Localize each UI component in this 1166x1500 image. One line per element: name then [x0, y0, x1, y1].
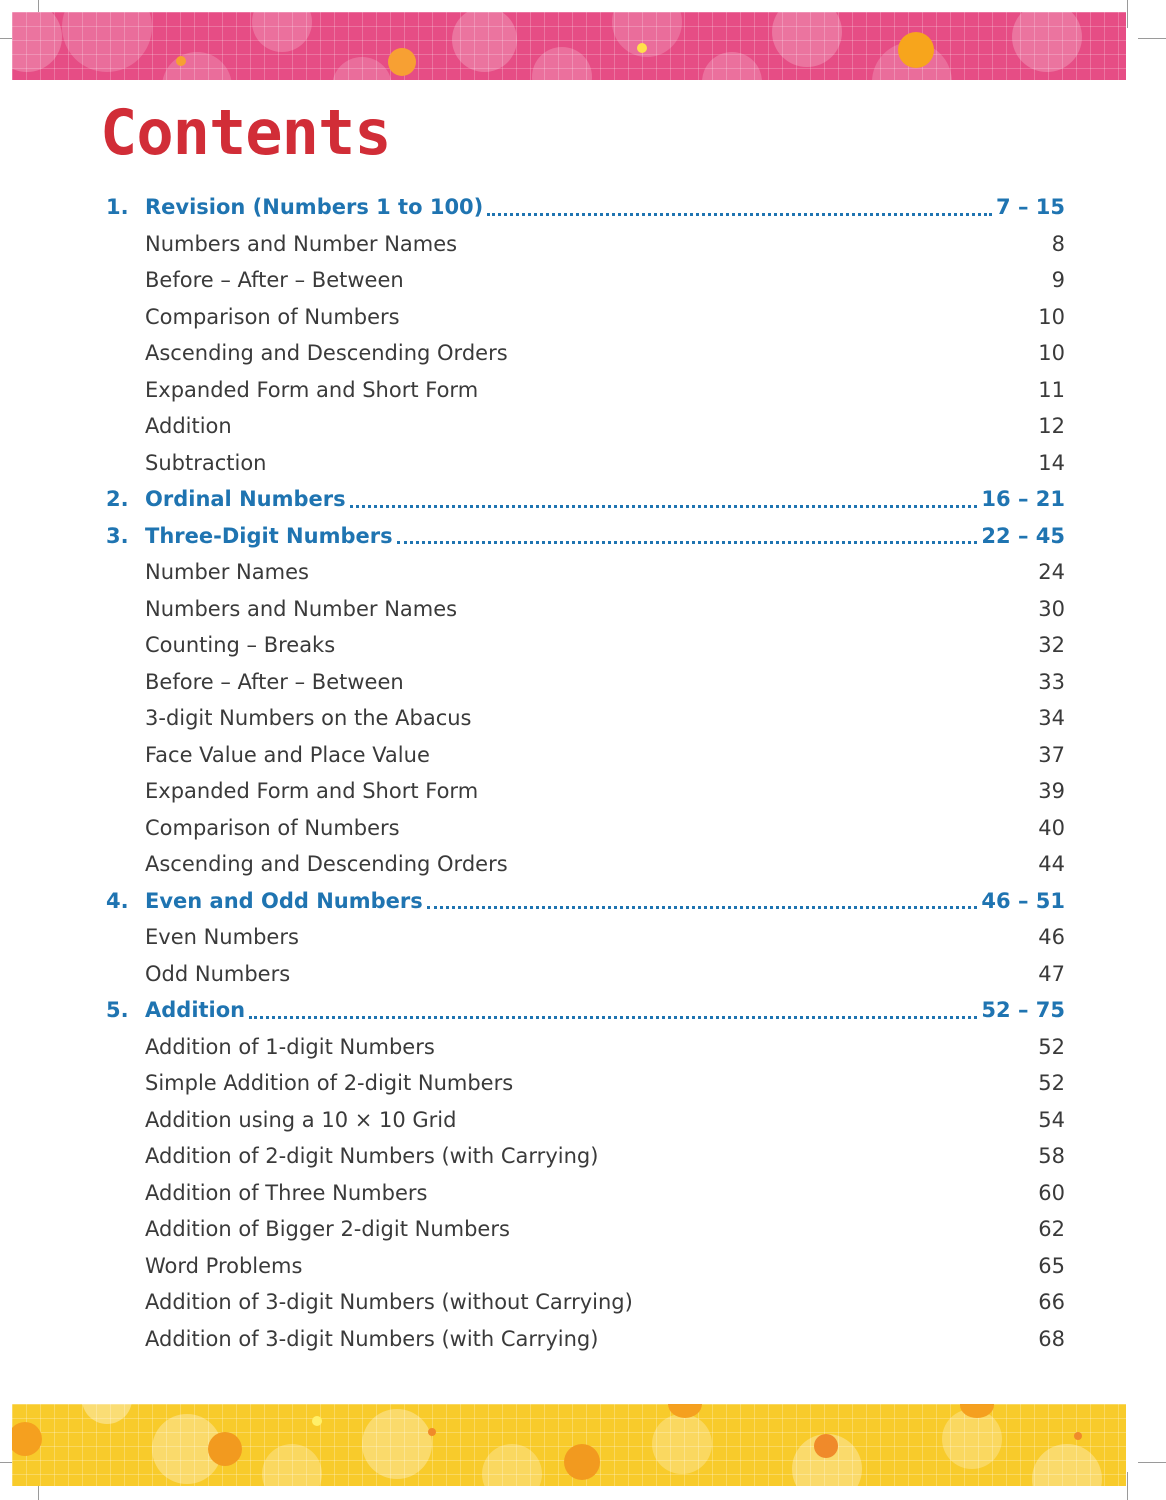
bottom-banner: [12, 1404, 1126, 1486]
toc-chapter-entry[interactable]: [0, 992, 1166, 1028]
topic-title: Simple Addition of 2-digit Numbers: [145, 1071, 514, 1095]
topic-page-number: 47: [1038, 961, 1065, 986]
toc-topic-entry[interactable]: [0, 737, 1166, 773]
toc-topic-entry[interactable]: [0, 1248, 1166, 1284]
bubble-decoration: [652, 1414, 712, 1474]
bubble-decoration: [1032, 1444, 1102, 1486]
topic-page-number: 54: [1038, 1107, 1065, 1132]
bubble-decoration: [612, 12, 682, 57]
top-banner: [12, 12, 1126, 80]
toc-topic-entry[interactable]: [0, 408, 1166, 444]
topic-title: Addition of 3-digit Numbers (without Carrying): [145, 1290, 633, 1314]
topic-title: Addition using a 10 × 10 Grid: [145, 1107, 457, 1132]
toc-topic-entry[interactable]: [0, 1065, 1166, 1101]
toc-topic-entry[interactable]: [0, 773, 1166, 809]
topic-title: Addition of Three Numbers: [145, 1180, 428, 1205]
chapter-title: Revision (Numbers 1 to 100): [145, 195, 484, 219]
toc-topic-entry[interactable]: [0, 1321, 1166, 1357]
topic-page-number: 66: [1038, 1290, 1065, 1314]
dot-leader: [397, 541, 978, 544]
bubble-decoration: [252, 12, 312, 52]
bubble-decoration: [772, 12, 842, 67]
topic-page-number: 52: [1038, 1071, 1065, 1095]
bubble-decoration: [702, 52, 762, 80]
bubble-decoration: [532, 47, 592, 80]
yellow-dot: [312, 1416, 322, 1426]
topic-page-number: 39: [1038, 779, 1065, 803]
dot-leader: [427, 906, 978, 909]
orange-dot: [428, 1428, 436, 1436]
crop-mark: [1138, 1462, 1166, 1463]
topic-title: Expanded Form and Short Form: [145, 779, 479, 803]
topic-page-number: 60: [1038, 1180, 1065, 1205]
topic-page-number: 12: [1038, 414, 1065, 438]
crop-mark: [1127, 1472, 1128, 1500]
topic-page-number: 62: [1038, 1217, 1065, 1241]
topic-title: Numbers and Number Names: [145, 231, 458, 256]
topic-title: Addition of 2-digit Numbers (with Carrying): [145, 1144, 599, 1168]
topic-page-number: 24: [1038, 560, 1065, 584]
toc-chapter-entry[interactable]: [0, 518, 1166, 554]
topic-page-number: 33: [1038, 669, 1065, 694]
toc-topic-entry[interactable]: [0, 1029, 1166, 1065]
topic-page-number: 14: [1038, 450, 1065, 475]
topic-title: Addition of Bigger 2-digit Numbers: [145, 1217, 510, 1241]
topic-page-number: 46: [1038, 925, 1065, 949]
toc-topic-entry[interactable]: [0, 664, 1166, 700]
topic-page-number: 65: [1038, 1253, 1065, 1278]
topic-page-number: 30: [1038, 596, 1065, 621]
topic-title: Comparison of Numbers: [145, 304, 400, 329]
orange-dot: [898, 32, 934, 68]
chapter-number: 5.: [106, 998, 129, 1022]
topic-title: 3-digit Numbers on the Abacus: [145, 706, 472, 730]
bubble-decoration: [262, 1444, 322, 1486]
topic-page-number: 10: [1038, 304, 1065, 329]
toc-topic-entry[interactable]: [0, 956, 1166, 992]
toc-topic-entry[interactable]: [0, 554, 1166, 590]
topic-title: Before – After – Between: [145, 268, 404, 292]
chapter-title-line: [145, 481, 1065, 517]
toc-topic-entry[interactable]: [0, 1138, 1166, 1174]
toc-topic-entry[interactable]: [0, 846, 1166, 882]
crop-mark: [1138, 38, 1166, 39]
topic-title: Number Names: [145, 560, 309, 584]
topic-page-number: 44: [1038, 852, 1065, 876]
chapter-title-line: [145, 189, 1065, 225]
dot-leader: [487, 213, 992, 216]
orange-dot: [12, 1422, 42, 1456]
orange-dot: [388, 48, 416, 76]
topic-title: Face Value and Place Value: [145, 742, 430, 767]
toc-topic-entry[interactable]: [0, 262, 1166, 298]
topic-title: Odd Numbers: [145, 961, 291, 986]
orange-dot: [1074, 1432, 1082, 1440]
chapter-title: Addition: [145, 998, 246, 1022]
chapter-page-range: 52 – 75: [981, 998, 1065, 1022]
toc-topic-entry[interactable]: [0, 919, 1166, 955]
toc-topic-entry[interactable]: [0, 1102, 1166, 1138]
chapter-title: Three-Digit Numbers: [145, 523, 393, 548]
chapter-number: 1.: [106, 195, 129, 219]
toc-topic-entry[interactable]: [0, 335, 1166, 371]
topic-page-number: 34: [1038, 706, 1065, 730]
bubble-decoration: [1012, 12, 1082, 72]
chapter-title: Ordinal Numbers: [145, 487, 346, 511]
topic-title: Ascending and Descending Orders: [145, 341, 508, 365]
chapter-number: 2.: [106, 487, 129, 511]
topic-title: Counting – Breaks: [145, 633, 336, 657]
chapter-page-range: 16 – 21: [981, 487, 1065, 511]
chapter-page-range: 22 – 45: [981, 523, 1065, 548]
topic-page-number: 11: [1038, 377, 1065, 402]
toc-topic-entry[interactable]: [0, 1211, 1166, 1247]
page-title: Contents: [100, 96, 391, 169]
toc-topic-entry[interactable]: [0, 1175, 1166, 1211]
orange-dot: [564, 1444, 600, 1480]
toc-chapter-entry[interactable]: [0, 481, 1166, 517]
toc-topic-entry[interactable]: [0, 1284, 1166, 1320]
bubble-decoration: [942, 1409, 1002, 1469]
topic-title: Addition of 3-digit Numbers (with Carrying): [145, 1326, 599, 1351]
toc-topic-entry[interactable]: [0, 591, 1166, 627]
topic-title: Word Problems: [145, 1253, 303, 1278]
bubble-decoration: [362, 1409, 432, 1479]
toc-chapter-entry[interactable]: [0, 189, 1166, 225]
chapter-title-line: [145, 883, 1065, 919]
crop-mark: [1127, 0, 1128, 28]
toc-chapter-entry[interactable]: [0, 883, 1166, 919]
topic-page-number: 10: [1038, 341, 1065, 365]
yellow-dot: [637, 43, 647, 53]
chapter-number: 4.: [106, 888, 129, 913]
topic-page-number: 37: [1038, 742, 1065, 767]
topic-page-number: 52: [1038, 1034, 1065, 1059]
toc-topic-entry[interactable]: [0, 372, 1166, 408]
chapter-page-range: 46 – 51: [981, 888, 1065, 913]
chapter-title: Even and Odd Numbers: [145, 888, 423, 913]
topic-page-number: 9: [1051, 268, 1065, 292]
orange-dot: [176, 56, 186, 66]
chapter-title-line: [145, 992, 1065, 1028]
topic-title: Before – After – Between: [145, 669, 404, 694]
bubble-decoration: [482, 1444, 542, 1486]
dot-leader: [350, 505, 978, 508]
toc-topic-entry[interactable]: [0, 226, 1166, 262]
topic-page-number: 8: [1051, 231, 1065, 256]
toc-topic-entry[interactable]: [0, 700, 1166, 736]
chapter-number: 3.: [106, 523, 129, 548]
topic-title: Subtraction: [145, 450, 267, 475]
topic-page-number: 40: [1038, 815, 1065, 840]
bubble-decoration: [62, 12, 152, 72]
bubble-decoration: [452, 12, 517, 72]
toc-topic-entry[interactable]: [0, 810, 1166, 846]
topic-title: Addition: [145, 414, 232, 438]
bubble-decoration: [12, 12, 62, 72]
toc-topic-entry[interactable]: [0, 627, 1166, 663]
topic-title: Even Numbers: [145, 925, 299, 949]
topic-title: Expanded Form and Short Form: [145, 377, 479, 402]
toc-topic-entry[interactable]: [0, 445, 1166, 481]
topic-title: Ascending and Descending Orders: [145, 852, 508, 876]
topic-title: Comparison of Numbers: [145, 815, 400, 840]
chapter-title-line: [145, 518, 1065, 554]
chapter-page-range: 7 – 15: [996, 195, 1065, 219]
topic-title: Numbers and Number Names: [145, 596, 458, 621]
orange-dot: [208, 1432, 242, 1466]
orange-dot: [814, 1434, 838, 1458]
bubble-decoration: [82, 1404, 132, 1424]
topic-page-number: 32: [1038, 633, 1065, 657]
topic-page-number: 58: [1038, 1144, 1065, 1168]
topic-title: Addition of 1-digit Numbers: [145, 1034, 435, 1059]
bubble-decoration: [332, 57, 392, 80]
topic-page-number: 68: [1038, 1326, 1065, 1351]
bubble-decoration: [162, 52, 232, 80]
dot-leader: [249, 1016, 977, 1019]
toc-topic-entry[interactable]: [0, 299, 1166, 335]
